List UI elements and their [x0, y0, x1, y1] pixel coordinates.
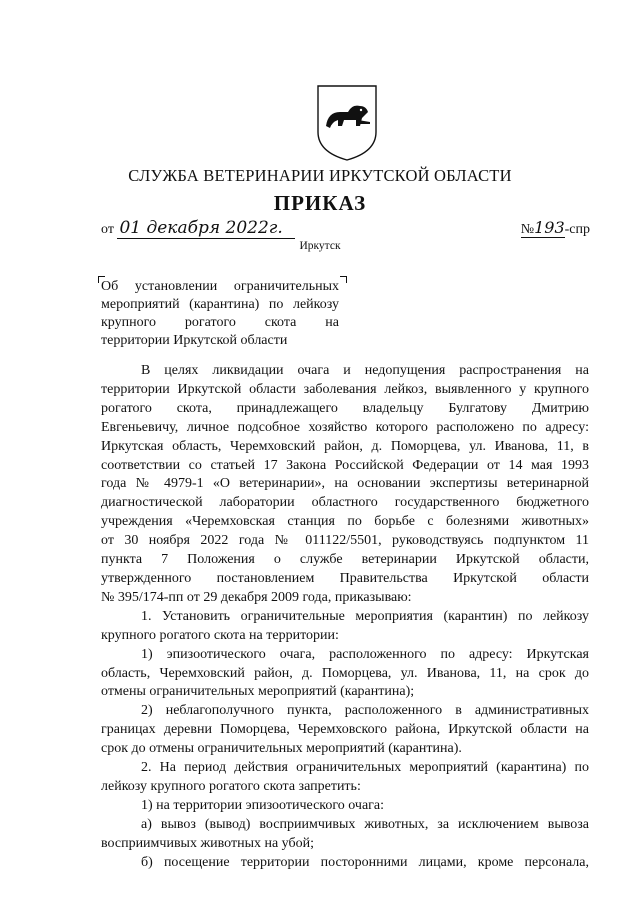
body-line: рогатого скота, принадлежащего владельцу Булгатову Дмитрию — [101, 400, 589, 416]
body-line: учреждения «Черемховская станция по борьбе с болезнями животных» — [101, 514, 589, 530]
body-line: от 30 ноября 2022 года № 011122/5501, руководствуясь подпунктом 11 — [101, 533, 589, 549]
date-prefix: от — [101, 222, 114, 237]
body-line: 1) эпизоотического очага, расположенного по адресу: Иркутская — [141, 646, 589, 662]
body-line: В целях ликвидации очага и недопущения распространения на — [141, 363, 589, 378]
subject-line: крупного рогатого скота на — [101, 315, 339, 330]
body-line: крупного рогатого скота на территории: — [101, 627, 339, 643]
handwritten-number: 193 — [534, 218, 565, 237]
body-line: 1. Установить ограничительные мероприятия (карантин) по лейкозу — [141, 608, 589, 624]
body-line: утвержденного постановлением Правительства Иркутской области — [101, 570, 589, 586]
body-line: Иркутская область, Черемховский район, д. Поморцева, ул. Иванова, 11, в — [101, 438, 589, 454]
body-line: Евгеньевичу, личное подсобное хозяйство которого расположено по адресу: — [101, 419, 589, 435]
body-line: года № 4979-1 «О ветеринарии», на основании экспертизы ветеринарной — [101, 476, 589, 492]
body-line: пункта 7 Положения о службе ветеринарии Иркутской области, — [101, 552, 589, 568]
body-line: б) посещение территории посторонними лицами, кроме персонала, — [141, 854, 589, 870]
handwritten-date: 01 декабря 2022г. — [117, 218, 295, 239]
number-suffix: -спр — [564, 222, 590, 237]
order-subject — [101, 278, 339, 350]
subject-line: территории Иркутской области — [101, 333, 288, 348]
body-line: лейкозу крупного рогатого скота запретить: — [101, 778, 361, 794]
body-line: диагностической лаборатории областного государственного бюджетного — [101, 495, 589, 511]
document-type: ПРИКАЗ — [273, 191, 367, 215]
body-line: восприимчивых животных на убой; — [101, 835, 315, 851]
body-line: соответствии со статьей 17 Закона Российской Федерации от 14 мая 1993 — [101, 457, 589, 473]
coat-of-arms-icon — [312, 82, 382, 162]
order-date — [101, 218, 295, 239]
body-line: срок до отмены ограничительных мероприятий (карантина). — [101, 741, 462, 757]
body-line: 1) на территории эпизоотического очага: — [141, 797, 385, 813]
subject-line: мероприятий (карантина) по лейкозу — [101, 297, 339, 312]
body-line: границах деревни Поморцева, Черемховского района, Иркутской области на — [101, 722, 589, 738]
subject-line: Об установлении ограничительных — [101, 279, 339, 294]
number-prefix: № — [520, 222, 535, 237]
city: Иркутск — [299, 240, 341, 252]
body-line: 2. На период действия ограничительных мероприятий (карантина) по — [141, 760, 589, 776]
body-line: № 395/174-пп от 29 декабря 2009 года, приказываю: — [101, 589, 412, 605]
body-line: а) вывоз (вывод) восприимчивых животных, за исключением вывоза — [141, 816, 589, 832]
organization-name: СЛУЖБА ВЕТЕРИНАРИИ ИРКУТСКОЙ ОБЛАСТИ — [128, 166, 512, 185]
body-line: отмены ограничительных мероприятий (карантина); — [101, 684, 415, 700]
body-line: область, Черемховский район, д. Поморцева, ул. Иванова, 11, на срок до — [101, 665, 589, 681]
subject-corner-right — [340, 276, 347, 283]
body-line: 2) неблагополучного пункта, расположенного в административных — [141, 703, 589, 719]
order-number — [521, 218, 590, 238]
body-line: территории Иркутской области заболевания лейкоз, выявленного у крупного — [101, 381, 589, 397]
order-body — [101, 362, 589, 872]
